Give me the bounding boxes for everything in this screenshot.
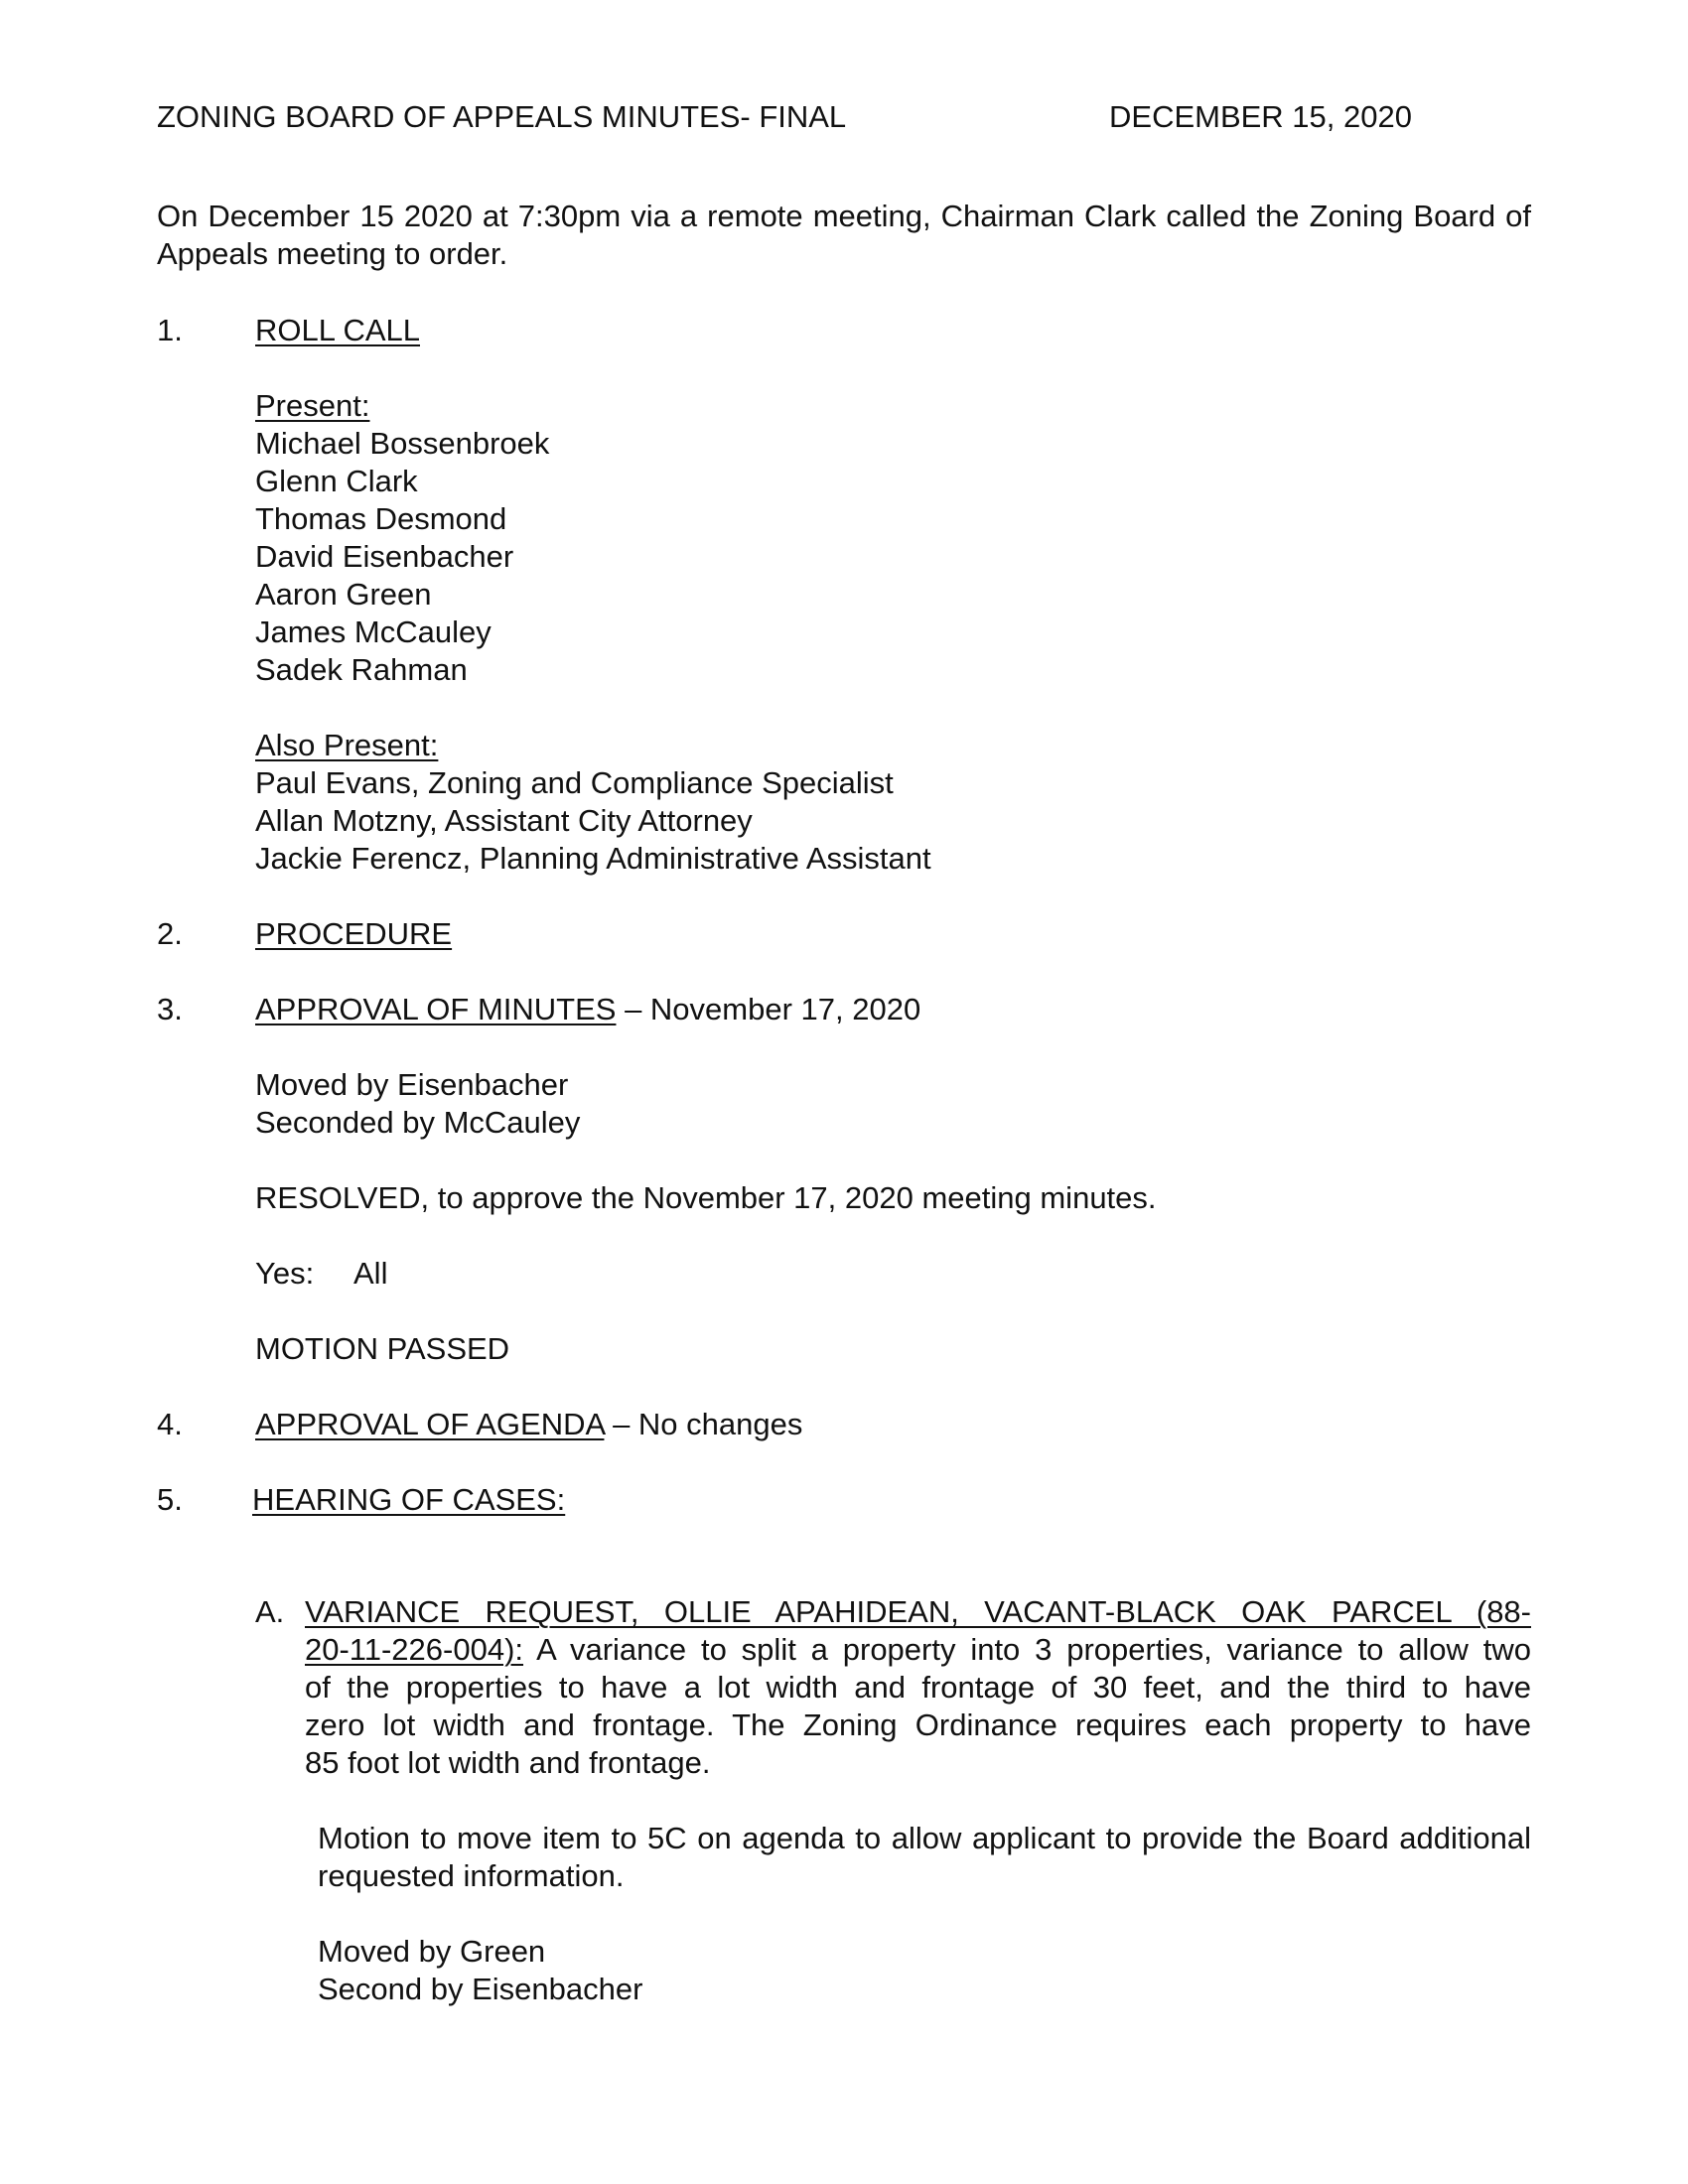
document-title: ZONING BOARD OF APPEALS MINUTES- FINAL (157, 99, 847, 134)
case-a-description-start: A variance to split a property into 3 properties, variance to allow two (523, 1632, 1531, 1667)
intro-paragraph: On December 15 2020 at 7:30pm via a remote meeting, Chairman Clark called the Zoning Board of Appeals meeting to order. (157, 199, 1531, 271)
section-heading-minutes-line (255, 991, 920, 1028)
present-member: Thomas Desmond (255, 501, 507, 536)
section-number-5: 5. (157, 1482, 183, 1517)
agenda-note: – No changes (604, 1407, 803, 1441)
document-date: DECEMBER 15, 2020 (1109, 99, 1412, 134)
section-heading-minutes: APPROVAL OF MINUTES (255, 992, 617, 1026)
section-number-3: 3. (157, 992, 183, 1026)
minutes-vote-value: All (353, 1256, 388, 1291)
minutes-vote-label: Yes: (255, 1256, 315, 1291)
case-a-motion: Motion to move item to 5C on agenda to allow applicant to provide the Board additional requested information. (318, 1821, 1531, 1893)
section-number-2: 2. (157, 916, 183, 951)
case-a-second-by: Second by Eisenbacher (318, 1972, 643, 2006)
section-heading-cases: HEARING OF CASES: (252, 1482, 566, 1517)
present-member: Sadek Rahman (255, 652, 468, 687)
present-label: Present: (255, 388, 370, 423)
case-letter: A. (255, 1594, 285, 1629)
section-number-4: 4. (157, 1407, 183, 1441)
case-a-line-3: of the properties to have a lot width and frontage of 30 feet, and the third to have (305, 1670, 1531, 1705)
minutes-resolution: RESOLVED, to approve the November 17, 2020 meeting minutes. (255, 1180, 1157, 1215)
case-a-line-5: 85 foot lot width and frontage. (305, 1745, 711, 1780)
section-heading-procedure: PROCEDURE (255, 916, 453, 951)
minutes-motion-result: MOTION PASSED (255, 1331, 510, 1366)
section-heading-agenda-line (255, 1406, 802, 1443)
also-present-member: Jackie Ferencz, Planning Administrative Assistant (255, 841, 931, 876)
minutes-moved-by: Moved by Eisenbacher (255, 1067, 569, 1102)
minutes-seconded-by: Seconded by McCauley (255, 1105, 581, 1140)
case-a-line-2 (305, 1631, 1531, 1669)
case-a-title-part-2: 20-11-226-004): (305, 1632, 524, 1667)
case-a-moved-by: Moved by Green (318, 1934, 546, 1969)
case-a-title-part-1: VARIANCE REQUEST, OLLIE APAHIDEAN, VACANT-BLACK OAK PARCEL (88- (305, 1594, 1531, 1629)
section-heading-agenda: APPROVAL OF AGENDA (255, 1407, 605, 1441)
section-number-1: 1. (157, 313, 183, 347)
also-present-member: Allan Motzny, Assistant City Attorney (255, 803, 753, 838)
case-a-line-4: zero lot width and frontage. The Zoning Ordinance requires each property to have (305, 1707, 1531, 1742)
present-member: James McCauley (255, 614, 492, 649)
also-present-member: Paul Evans, Zoning and Compliance Specialist (255, 765, 894, 800)
section-heading-roll-call: ROLL CALL (255, 313, 420, 347)
also-present-label: Also Present: (255, 728, 439, 762)
present-member: David Eisenbacher (255, 539, 514, 574)
present-member: Aaron Green (255, 577, 432, 612)
minutes-date: – November 17, 2020 (616, 992, 921, 1026)
present-member: Michael Bossenbroek (255, 426, 550, 461)
case-a-line-1 (305, 1593, 1531, 1631)
present-member: Glenn Clark (255, 464, 418, 498)
